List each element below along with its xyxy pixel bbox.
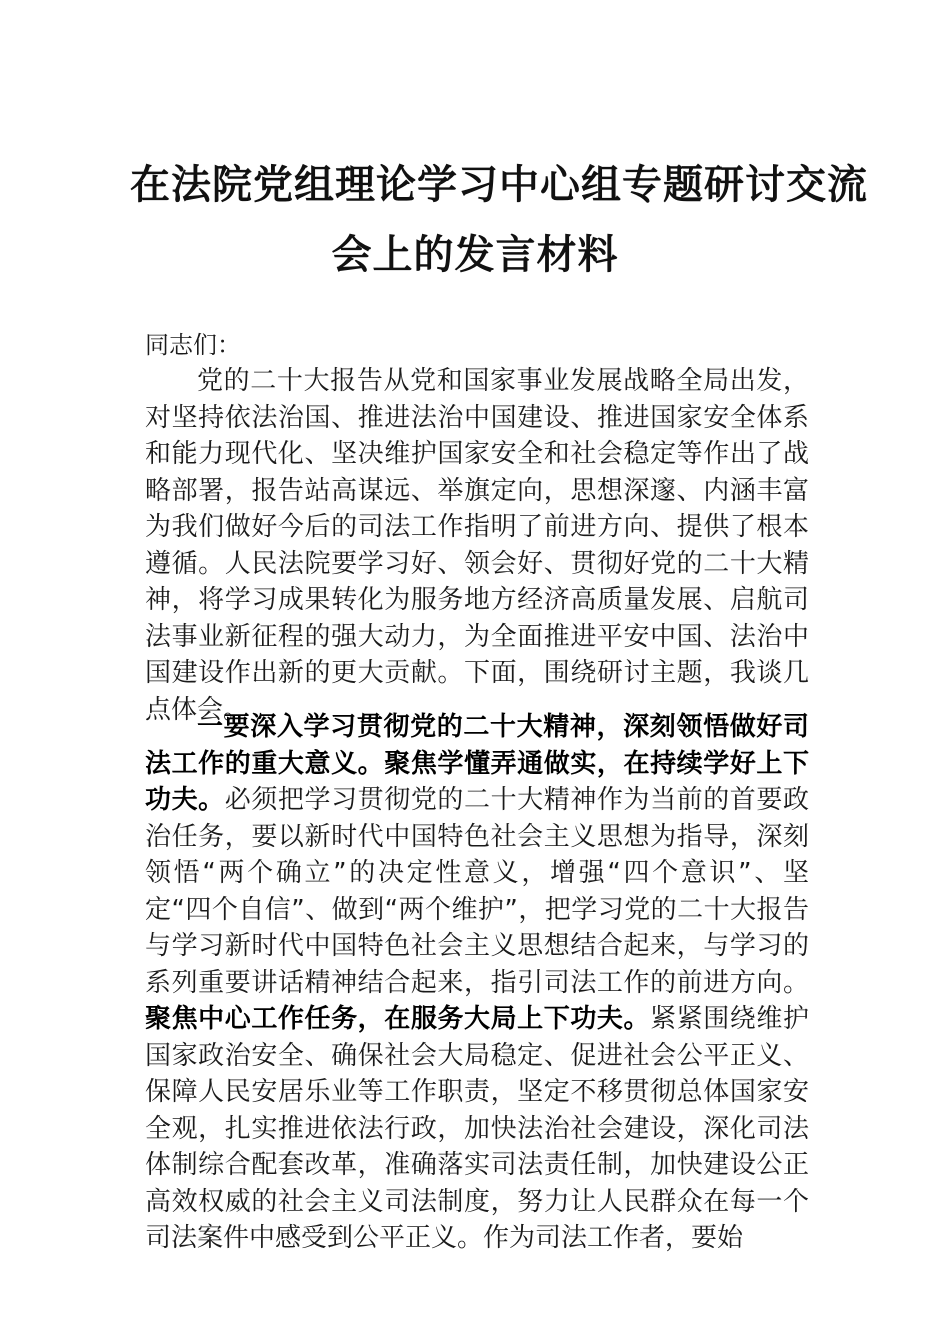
paragraph-2-bold-mid: 聚焦中心工作任务，在服务大局上下功夫。 [145, 1004, 651, 1034]
salutation: 同志们： [145, 331, 241, 359]
paragraph-2-bold-lead: 一要深入学习贯彻党的二十大精神，深刻领悟做好司法工作的重大意义。聚焦学懂弄通做实，在持续学好上下功夫。 [145, 712, 809, 815]
paragraph-2-text-1: 必须把学习贯彻党的二十大精神作为当前的首要政治任务，要以新时代中国特色社会主义思想为指导，深刻领悟“两个确立”的决定性意义，增强“四个意识”、坚定“四个自信”、做到“两个维护”，把学习党的二十大报告与学习新时代中国特色社会主义思想结合起来，与学习的系列重要讲话精神结合起来，指引司法工作的前进方向。 [145, 785, 809, 998]
paragraph-2 [145, 709, 809, 1257]
document-title-line-2: 会上的发言材料 [331, 231, 619, 278]
document-title-line-1: 在法院党组理论学习中心组专题研讨交流 [130, 161, 868, 208]
paragraph-1: 党的二十大报告从党和国家事业发展战略全局出发，对坚持依法治国、推进法治中国建设、推进国家安全体系和能力现代化、坚决维护国家安全和社会稳定等作出了战略部署，报告站高谋远、举旗定向，思想深邃、内涵丰富为我们做好今后的司法工作指明了前进方向、提供了根本遵循。人民法院要学习好、领会好、贯彻好党的二十大精神，将学习成果转化为服务地方经济高质量发展、启航司法事业新征程的强大动力，为全面推进平安中国、法治中国建设作出新的更大贡献。下面，围绕研讨主题，我谈几点体会。 [145, 366, 809, 725]
paragraph-2-text-2: 紧紧围绕维护国家政治安全、确保社会大局稳定、促进社会公平正义、保障人民安居乐业等工作职责，坚定不移贯彻总体国家安全观，扎实推进依法行政，加快法治社会建设，深化司法体制综合配套改革，准确落实司法责任制，加快建设公正高效权威的社会主义司法制度，努力让人民群众在每一个司法案件中感受到公平正义。作为司法工作者，要始 [145, 1004, 809, 1253]
